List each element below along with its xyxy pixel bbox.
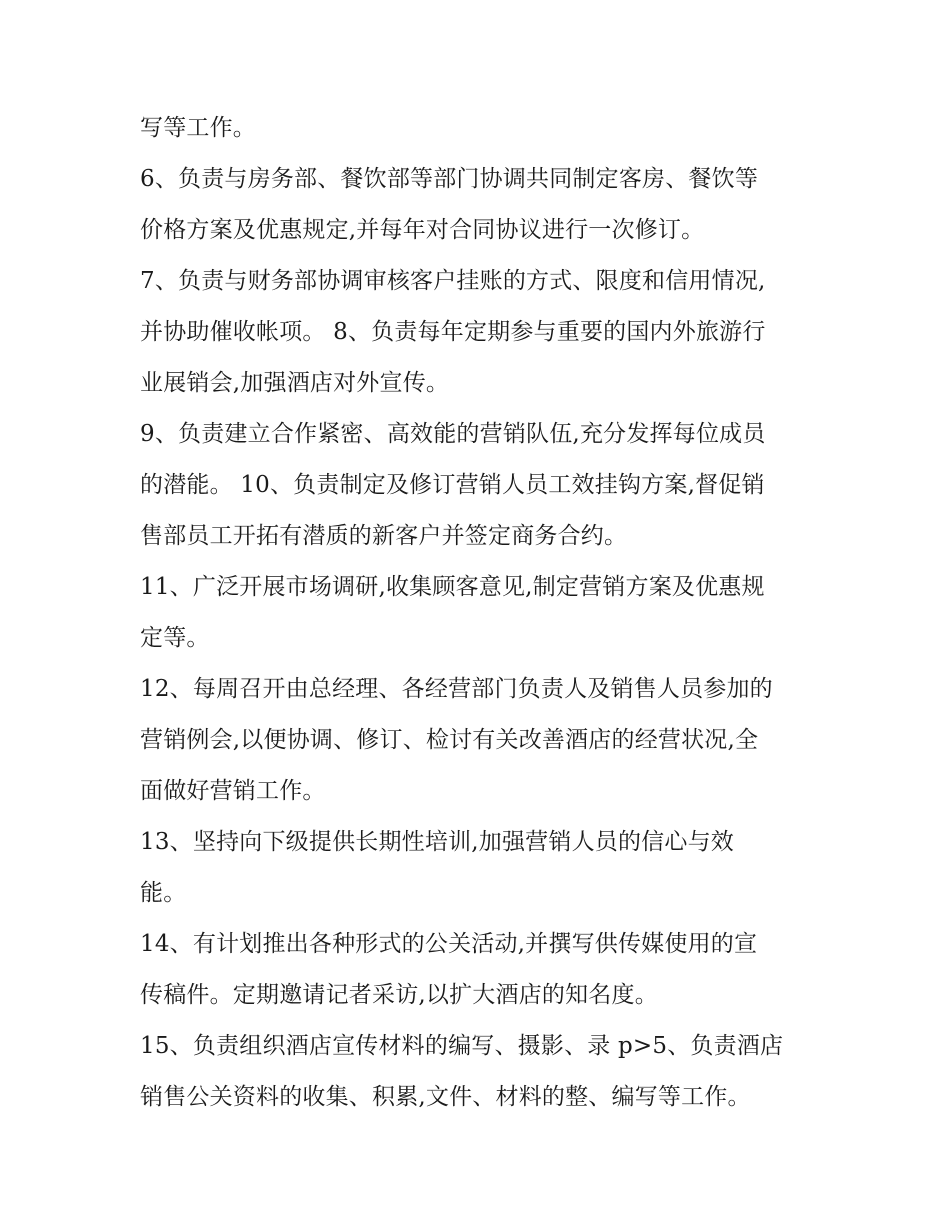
text-line: 面做好营销工作。	[140, 778, 326, 804]
text-line: 13、坚持向下级提供长期性培训,加强营销人员的信心与效	[140, 829, 734, 855]
text-line: 9、负责建立合作紧密、高效能的营销队伍,充分发挥每位成员	[140, 421, 766, 447]
text-line: 6、负责与房务部、餐饮部等部门协调共同制定客房、餐饮等	[140, 166, 759, 192]
text-line: 14、有计划推出各种形式的公关活动,并撰写供传媒使用的宣	[140, 931, 758, 957]
text-line: 11、广泛开展市场调研,收集顾客意见,制定营销方案及优惠规	[140, 574, 765, 600]
text-line: 12、每周召开由总经理、各经营部门负责人及销售人员参加的	[140, 676, 773, 702]
text-line: 7、负责与财务部协调审核客户挂账的方式、限度和信用情况,	[140, 268, 766, 294]
text-line: 传稿件。定期邀请记者采访,以扩大酒店的知名度。	[140, 982, 658, 1008]
text-line: 写等工作。	[140, 115, 256, 141]
text-line: 并协助催收帐项。 8、负责每年定期参与重要的国内外旅游行	[140, 319, 766, 345]
text-line: 营销例会,以便协调、修订、检讨有关改善酒店的经营状况,全	[140, 727, 759, 753]
text-line: 销售公关资料的收集、积累,文件、材料的整、编写等工作。	[140, 1084, 751, 1110]
text-line: 售部员工开拓有潜质的新客户并签定商务合约。	[140, 523, 628, 549]
text-line: 价格方案及优惠规定,并每年对合同协议进行一次修订。	[140, 217, 705, 243]
text-line: 的潜能。 10、负责制定及修订营销人员工效挂钩方案,督促销	[140, 472, 765, 498]
document-body	[140, 103, 820, 1123]
text-line: 业展销会,加强酒店对外宣传。	[140, 370, 450, 396]
text-line: 15、负责组织酒店宣传材料的编写、摄影、录 p>5、负责酒店	[140, 1033, 784, 1059]
text-line: 能。	[140, 880, 187, 906]
text-line: 定等。	[140, 625, 210, 651]
